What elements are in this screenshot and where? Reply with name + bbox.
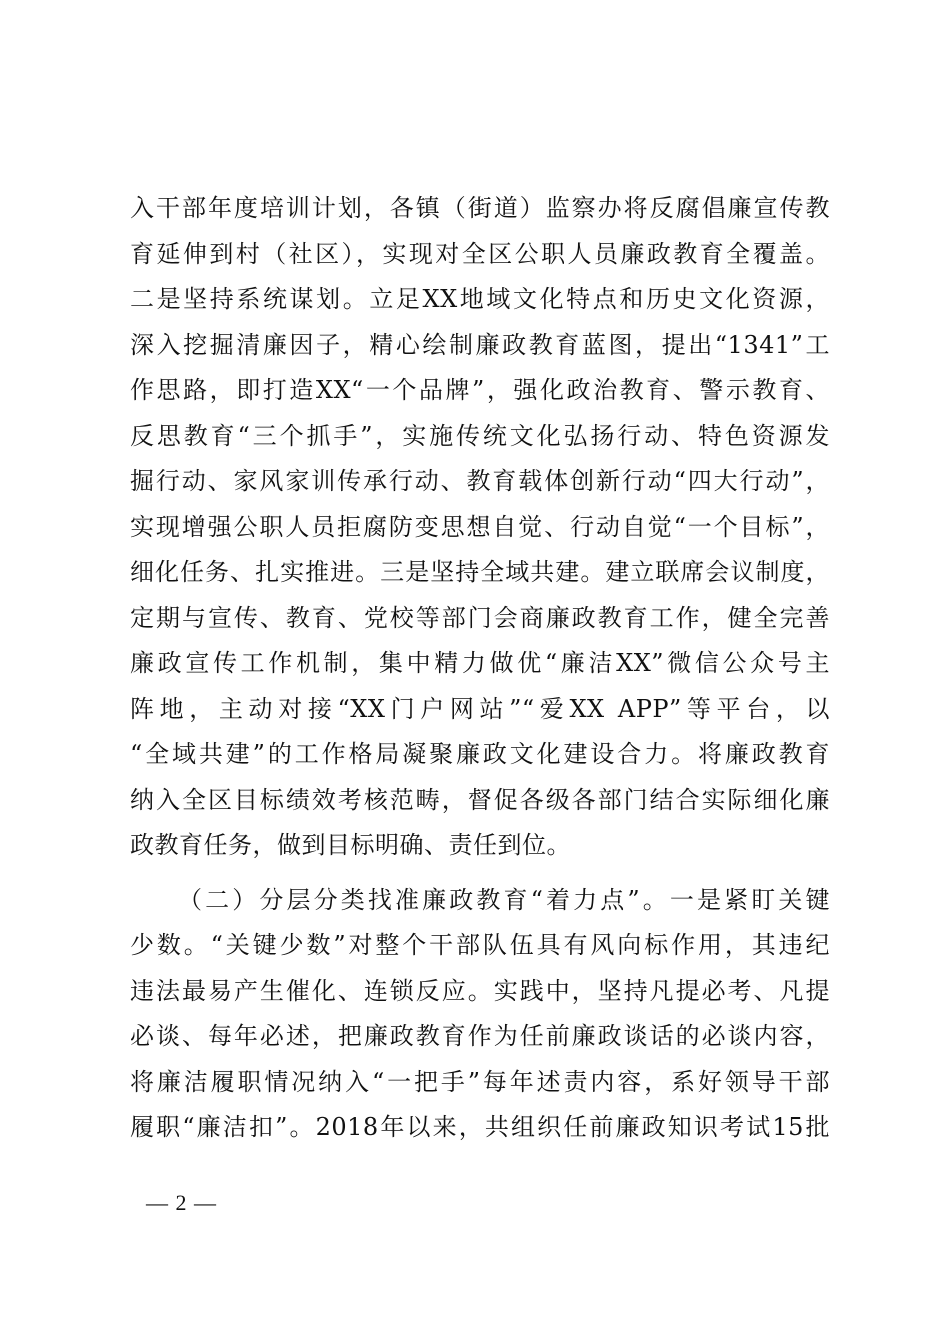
text-line: 掘行动、家风家训传承行动、教育载体创新行动“四大行动”， xyxy=(130,467,830,495)
text-line: 纳入全区目标绩效考核范畴，督促各级各部门结合实际细化廉 xyxy=(130,785,830,814)
paragraph-1 xyxy=(130,186,830,869)
text-line: 违法最易产生催化、连锁反应。实践中，坚持凡提必考、凡提 xyxy=(130,976,830,1005)
text-line: 廉政宣传工作机制，集中精力做优“廉洁XX”微信公众号主 xyxy=(130,649,830,677)
text-line: “全域共建”的工作格局凝聚廉政文化建设合力。将廉政教育 xyxy=(130,740,830,768)
text-line: 阵地，主动对接“XX门户网站”“爱XX APP”等平台，以 xyxy=(130,694,830,723)
text-line: 入干部年度培训计划，各镇（街道）监察办将反腐倡廉宣传教 xyxy=(130,194,830,222)
text-line: 育延伸到村（社区），实现对全区公职人员廉政教育全覆盖。 xyxy=(130,239,830,268)
text-line: 二是坚持系统谋划。立足XX地域文化特点和历史文化资源， xyxy=(130,285,830,313)
text-line: 作思路，即打造XX“一个品牌”，强化政治教育、警示教育、 xyxy=(130,376,830,404)
text-line: 实现增强公职人员拒腐防变思想自觉、行动自觉“一个目标”， xyxy=(130,512,830,541)
text-line: 必谈、每年必述，把廉政教育作为任前廉政谈话的必谈内容， xyxy=(130,1022,830,1050)
text-line: （二）分层分类找准廉政教育“着力点”。一是紧盯关键 xyxy=(178,885,830,914)
text-line: 政教育任务，做到目标明确、责任到位。 xyxy=(130,831,571,859)
text-line: 深入挖掘清廉因子，精心绘制廉政教育蓝图，提出“1341”工 xyxy=(130,330,830,359)
page-number: — 2 — xyxy=(146,1190,217,1215)
text-line: 履职“廉洁扣”。2018年以来，共组织任前廉政知识考试15批 xyxy=(130,1113,830,1141)
text-line: 定期与宣传、教育、党校等部门会商廉政教育工作，健全完善 xyxy=(130,603,830,632)
text-line: 细化任务、扎实推进。三是坚持全域共建。建立联席会议制度， xyxy=(130,558,830,586)
text-line: 将廉洁履职情况纳入“一把手”每年述责内容，系好领导干部 xyxy=(130,1067,830,1096)
paragraph-gap xyxy=(130,869,830,878)
paragraph-2 xyxy=(130,878,830,1151)
text-line: 反思教育“三个抓手”，实施传统文化弘扬行动、特色资源发 xyxy=(130,421,830,450)
text-line: 少数。“关键少数”对整个干部队伍具有风向标作用，其违纪 xyxy=(130,931,830,959)
body-text xyxy=(130,186,830,1151)
